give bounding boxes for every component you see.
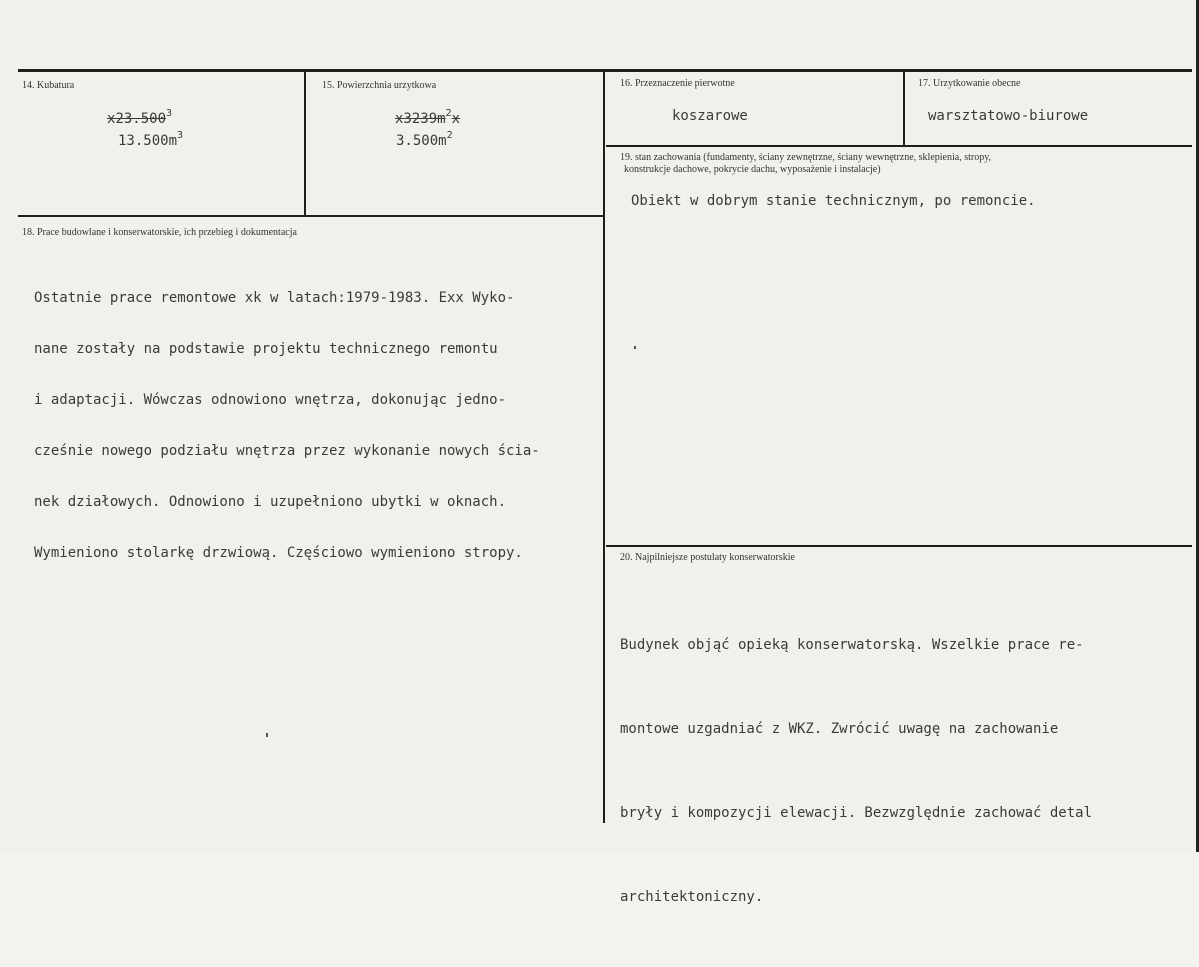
divider-16-17 bbox=[903, 71, 905, 146]
ink-speck bbox=[266, 733, 268, 737]
field-17-value: warsztatowo-biurowe bbox=[928, 108, 1089, 124]
field-18-text bbox=[34, 256, 540, 596]
divider-14-15 bbox=[304, 71, 306, 216]
field-20-line: architektoniczny. bbox=[620, 889, 764, 905]
field-20-line: montowe uzgadniać z WKZ. Zwrócić uwagę na zachowanie bbox=[620, 721, 1059, 737]
field-19-label-line-2: konstrukcje dachowe, pokrycie dachu, wyposażenie i instalacje) bbox=[624, 164, 881, 175]
field-14-struck-value: x23.500$^3$ bbox=[107, 108, 173, 127]
ink-speck bbox=[634, 346, 636, 349]
field-16-value: koszarowe bbox=[672, 108, 748, 124]
field-18-line: nek działowych. Odnowiono i uzupełniono ubytki w oknach. bbox=[34, 494, 507, 510]
field-14-label: 14. Kubatura bbox=[22, 80, 75, 91]
field-17-label: 17. Urzytkowanie obecne bbox=[918, 78, 1021, 89]
field-18-line: i adaptacji. Wówczas odnowiono wnętrza, dokonując jedno- bbox=[34, 392, 507, 408]
rule-above-20 bbox=[606, 545, 1192, 547]
field-15-struck-value: $x3239m^2x$ bbox=[395, 108, 461, 127]
field-20-line: bryły i kompozycji elewacji. Bezwzględnie zachować detal bbox=[620, 805, 1093, 821]
field-19-value: Obiekt w dobrym stanie technicznym, po remoncie. bbox=[631, 193, 1036, 209]
rule-under-14-15 bbox=[18, 215, 604, 217]
field-16-label: 16. Przeznaczenie pierwotne bbox=[620, 78, 735, 89]
center-divider bbox=[603, 71, 605, 823]
field-19-label-line-1: 19. stan zachowania (fundamenty, ściany zewnętrzne, ściany wewnętrzne, sklepienia, stropy, bbox=[620, 152, 992, 163]
top-rule bbox=[18, 69, 1192, 72]
field-18-label: 18. Prace budowlane i konserwatorskie, ich przebieg i dokumentacja bbox=[22, 227, 297, 238]
field-14-value: $13.500m^3$ bbox=[118, 130, 184, 149]
field-14-struck-text: 23.500 bbox=[115, 111, 167, 127]
field-15-label: 15. Powierzchnia urzytkowa bbox=[322, 80, 437, 91]
field-18-line: nane zostały na podstawie projektu technicznego remontu bbox=[34, 341, 498, 357]
field-18-line: cześnie nowego podziału wnętrza przez wykonanie nowych ścia- bbox=[34, 443, 540, 459]
field-18-line: Wymieniono stolarkę drzwiową. Częściowo wymieniono stropy. bbox=[34, 545, 523, 561]
field-20-line: Budynek objąć opieką konserwatorską. Wszelkie prace re- bbox=[620, 637, 1084, 653]
field-20-text bbox=[620, 575, 1092, 967]
field-15-value: $3.500m^2$ bbox=[396, 130, 453, 149]
field-20-label: 20. Najpilniejsze postulaty konserwatorskie bbox=[620, 552, 795, 563]
rule-under-16-17 bbox=[606, 145, 1192, 147]
field-18-line: Ostatnie prace remontowe xk w latach:1979-1983. Exx Wyko- bbox=[34, 290, 515, 306]
